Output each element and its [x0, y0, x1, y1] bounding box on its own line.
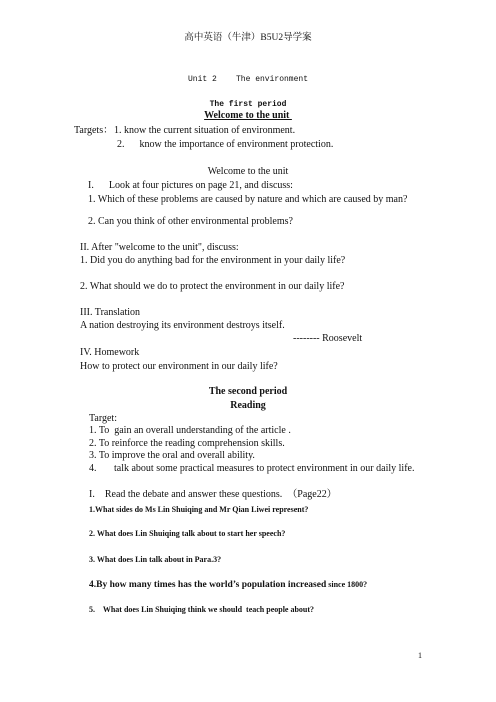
- target-item-2: 2. know the importance of environment protection.: [117, 139, 334, 150]
- reading-question-4-tail: since 1800?: [326, 580, 368, 589]
- reading-question-4: [89, 581, 367, 591]
- unit-title: Unit 2 The environment: [187, 75, 309, 84]
- second-period-subtitle: Reading: [230, 400, 266, 411]
- section-3-heading: III. Translation: [80, 307, 140, 318]
- page-number: 1: [418, 651, 422, 660]
- section-4-text: How to protect our environment in our daily life?: [80, 361, 278, 372]
- second-target-1: 1. To gain an overall understanding of the article .: [89, 425, 291, 436]
- reading-questions-heading: I. Read the debate and answer these questions. （Page22）: [89, 489, 337, 500]
- reading-question-2: 2. What does Lin Shuiqing talk about to start her speech?: [89, 529, 286, 538]
- section-3-quote: A nation destroying its environment destroys itself.: [80, 320, 285, 331]
- section-1-question-1: 1. Which of these problems are caused by nature and which are caused by man?: [88, 194, 408, 205]
- first-period-title: The first period: [209, 100, 287, 109]
- page-header: 高中英语（牛津）B5U2导学案: [184, 33, 312, 43]
- second-target-label: Target:: [89, 413, 117, 424]
- section-2-heading: II. After "welcome to the unit", discuss:: [80, 242, 239, 253]
- reading-question-1: 1.What sides do Ms Lin Shuiqing and Mr Qian Liwei represent?: [89, 505, 309, 514]
- targets-label: Targets：: [74, 125, 114, 136]
- second-target-3: 3. To improve the oral and overall ability.: [89, 450, 255, 461]
- section-2-question-2: 2. What should we do to protect the environment in our daily life?: [80, 281, 345, 292]
- second-target-2: 2. To reinforce the reading comprehension skills.: [89, 438, 285, 449]
- reading-question-5: 5. What does Lin Shuiqing think we should teach people about?: [89, 605, 315, 614]
- section-1-heading: I. Look at four pictures on page 21, and discuss:: [88, 180, 293, 191]
- second-period-title: The second period: [208, 386, 288, 397]
- welcome-section-title: Welcome to the unit: [207, 166, 289, 177]
- section-2-question-1: 1. Did you do anything bad for the environment in your daily life?: [80, 255, 346, 266]
- target-item-1: 1. know the current situation of environment.: [114, 125, 296, 136]
- section-1-question-2: 2. Can you think of other environmental problems?: [88, 216, 293, 227]
- reading-question-4-lead: 4.By how many times has the world’s population increased: [89, 580, 327, 590]
- second-target-4: 4. talk about some practical measures to protect environment in our daily life.: [89, 463, 415, 474]
- reading-question-3: 3. What does Lin talk about in Para.3?: [89, 555, 222, 564]
- section-3-author: -------- Roosevelt: [293, 333, 363, 344]
- section-4-heading: IV. Homework: [80, 347, 140, 358]
- first-period-subtitle: Welcome to the unit: [204, 110, 292, 121]
